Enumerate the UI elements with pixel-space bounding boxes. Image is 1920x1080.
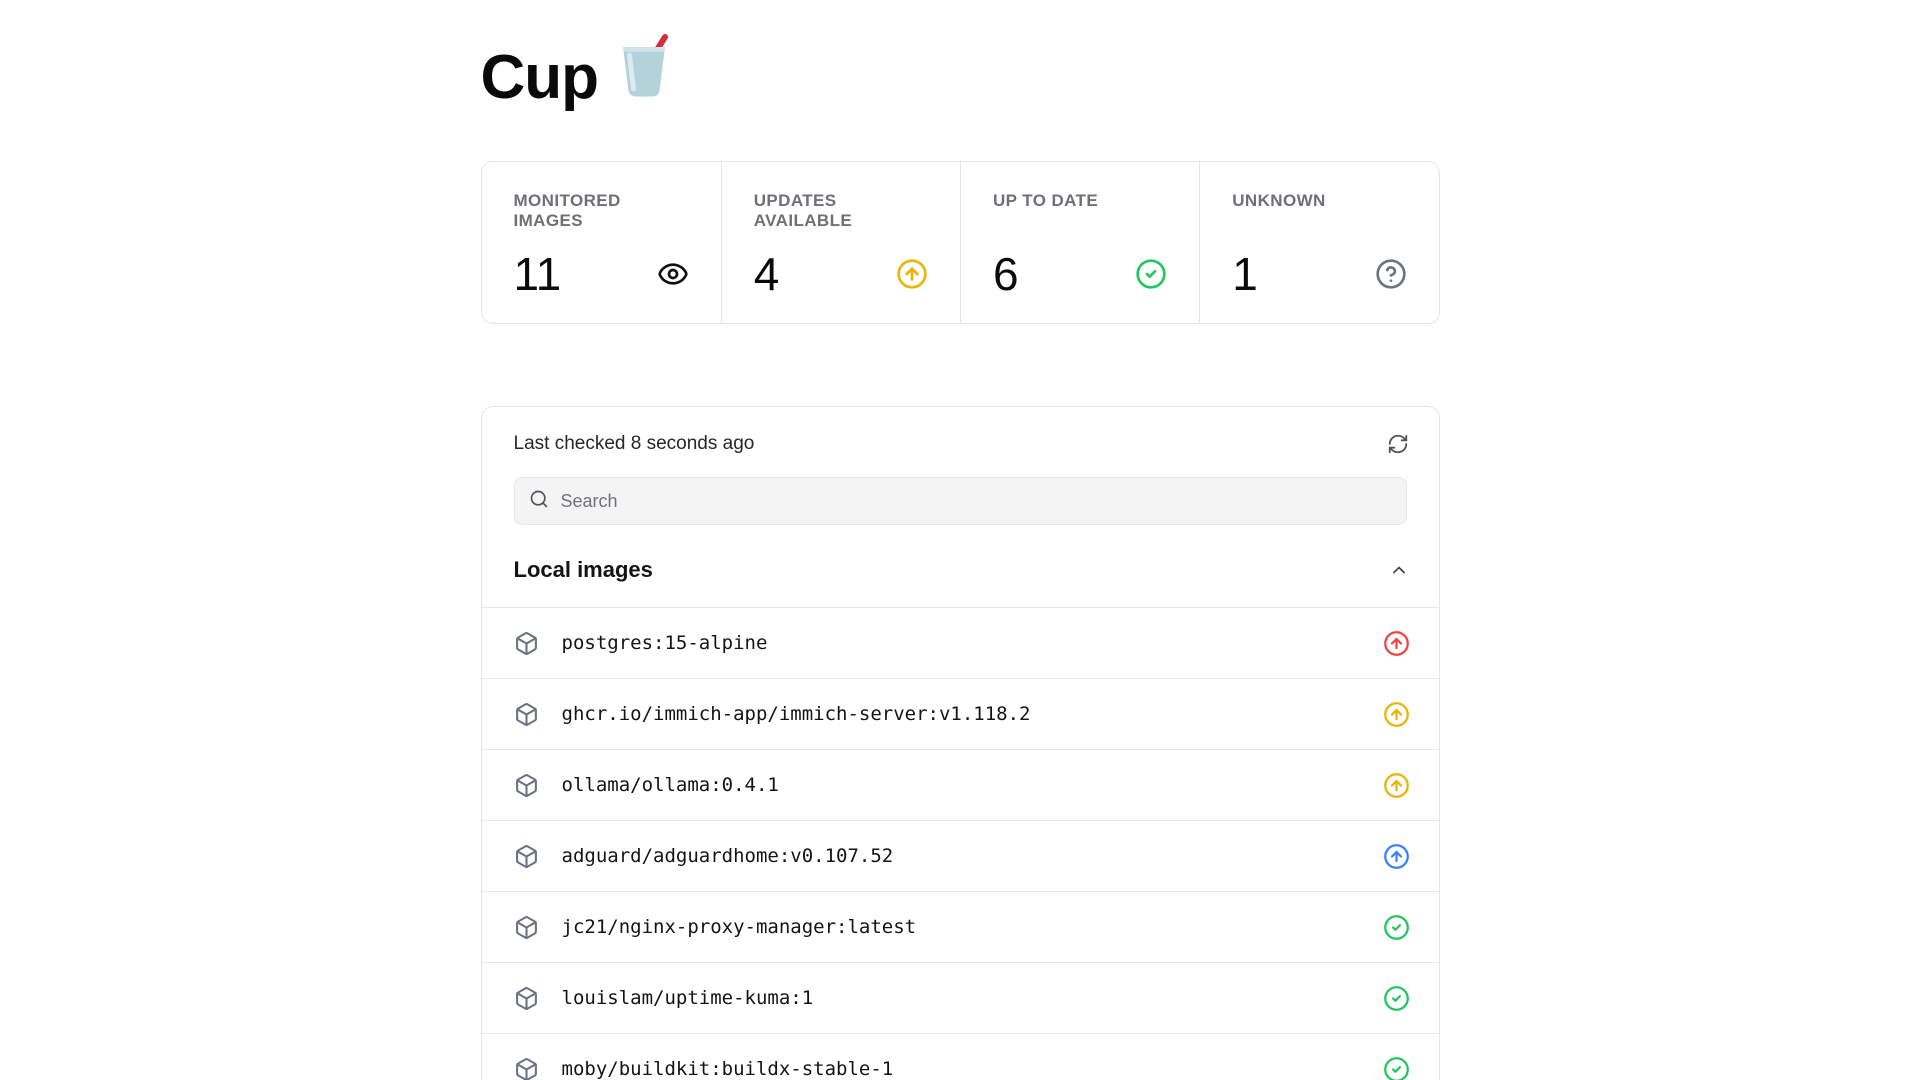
circle-help-icon — [1375, 258, 1407, 290]
stat-label: UNKNOWN — [1232, 191, 1326, 210]
circle-check-icon — [1135, 258, 1167, 290]
stats-strip — [481, 161, 1440, 324]
page-title — [481, 40, 1440, 116]
box-icon — [514, 702, 539, 727]
box-icon — [514, 1057, 539, 1080]
stat-value: 4 — [753, 248, 780, 300]
collapse-section-button[interactable] — [1389, 560, 1409, 580]
stat-label: UPDATES AVAILABLE — [753, 191, 853, 230]
stat-updates-available — [721, 162, 960, 323]
stat-value: 1 — [1232, 248, 1258, 300]
stat-monitored-images — [482, 162, 721, 323]
image-name: ollama/ollama:0.4.1 — [561, 774, 779, 796]
eye-icon — [657, 258, 689, 290]
circle-arrow-up-icon — [1383, 843, 1410, 870]
stat-label: MONITORED IMAGES — [513, 191, 621, 230]
image-name: ghcr.io/immich-app/immich-server:v1.118.2 — [561, 703, 1031, 725]
circle-check-icon — [1383, 985, 1410, 1012]
last-checked-text: Last checked 8 seconds ago — [513, 433, 755, 454]
image-row[interactable] — [482, 820, 1439, 891]
search-input[interactable] — [559, 490, 1392, 513]
stat-value: 6 — [993, 248, 1019, 300]
image-name: postgres:15-alpine — [561, 632, 768, 654]
image-row[interactable] — [482, 749, 1439, 820]
cup-with-straw-icon — [614, 40, 670, 116]
circle-arrow-up-icon — [896, 258, 928, 290]
image-name: moby/buildkit:buildx-stable-1 — [561, 1058, 894, 1080]
image-row[interactable] — [482, 891, 1439, 962]
box-icon — [514, 915, 539, 940]
stat-value: 11 — [513, 248, 562, 300]
circle-arrow-up-icon — [1383, 630, 1410, 657]
circle-check-icon — [1383, 1056, 1410, 1080]
page-content — [481, 0, 1440, 1080]
box-icon — [514, 773, 539, 798]
image-list — [482, 607, 1439, 1080]
search-icon — [529, 489, 549, 514]
circle-arrow-up-icon — [1383, 772, 1410, 799]
image-name: louislam/uptime-kuma:1 — [561, 987, 814, 1009]
stat-up-to-date — [960, 162, 1199, 323]
image-row[interactable] — [482, 962, 1439, 1033]
box-icon — [514, 844, 539, 869]
circle-arrow-up-icon — [1383, 701, 1410, 728]
stat-label: UP TO DATE — [993, 191, 1099, 210]
stat-unknown — [1199, 162, 1438, 323]
section-title-local-images: Local images — [513, 557, 653, 582]
circle-check-icon — [1383, 914, 1410, 941]
refresh-icon — [1387, 433, 1409, 455]
image-row[interactable] — [482, 1033, 1439, 1080]
image-name: adguard/adguardhome:v0.107.52 — [561, 845, 894, 867]
image-name: jc21/nginx-proxy-manager:latest — [561, 916, 917, 938]
refresh-button[interactable] — [1387, 433, 1409, 455]
images-panel — [481, 406, 1440, 1080]
image-row[interactable] — [482, 607, 1439, 678]
app-name: Cup — [480, 43, 599, 112]
search-box[interactable] — [514, 477, 1407, 525]
image-row[interactable] — [482, 678, 1439, 749]
chevron-up-icon — [1389, 560, 1409, 580]
box-icon — [514, 986, 539, 1011]
box-icon — [514, 631, 539, 656]
